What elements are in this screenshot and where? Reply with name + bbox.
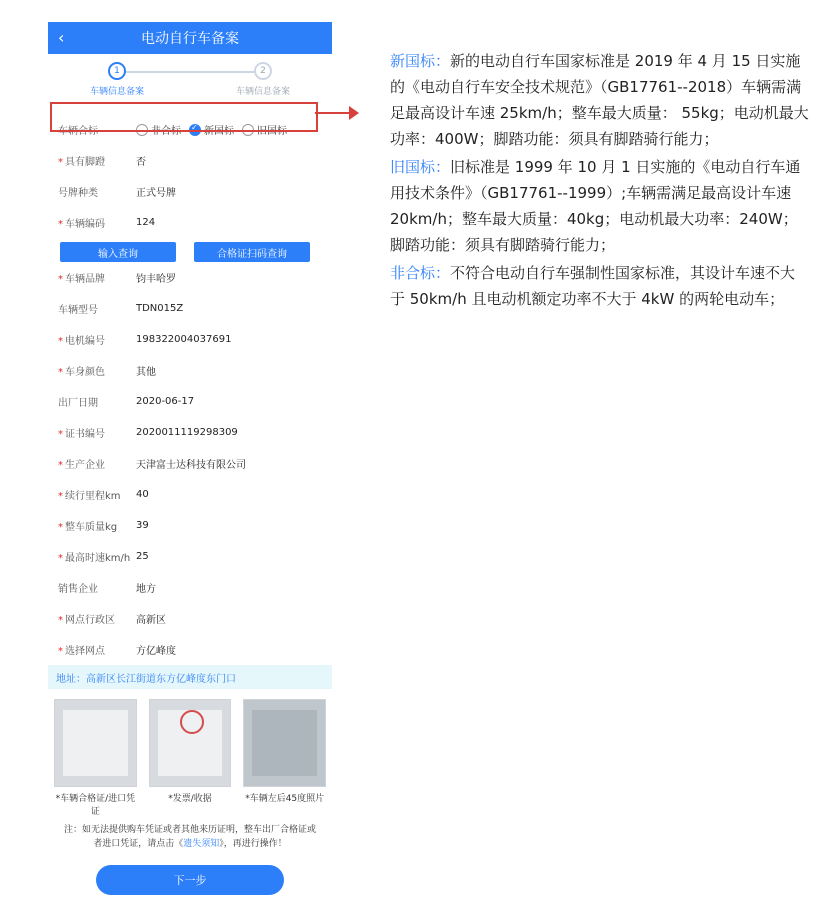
step-1 (72, 62, 162, 97)
radio-label: 旧国标 (257, 126, 287, 137)
old-standard-text: 旧标准是 1999 年 10 月 1 日实施的《电动自行车通用技术条件》（GB17761--1999）;车辆需满足最高设计车速 20km/h；整车最大质量：40kg；电动机最大功率：240W；脚踏功能：须具有脚踏骑行能力； (390, 158, 801, 254)
non-standard-tag: 非合标： (390, 264, 451, 282)
image-captions (48, 787, 332, 817)
radio-group-label: 车辆合标 (58, 126, 98, 137)
row-label: 出厂日期 (58, 398, 98, 409)
row-brand (48, 262, 332, 293)
row-label: 生产企业 (65, 460, 105, 471)
caption-invoice: *发票/收据 (168, 794, 212, 804)
image-uploads (48, 689, 332, 787)
required-mark: * (58, 367, 63, 378)
row-model (48, 293, 332, 324)
row-value[interactable]: 198322004037691 (136, 334, 232, 345)
old-standard-paragraph (390, 154, 810, 258)
row-motor-no (48, 324, 332, 355)
arrow-icon (315, 112, 355, 114)
certificate-image[interactable] (54, 699, 137, 787)
required-mark: * (58, 157, 63, 168)
row-label: 电机编号 (65, 336, 105, 347)
step-2-label: 车辆信息备案 (235, 87, 290, 97)
new-standard-paragraph (390, 48, 810, 152)
caption-vehicle-photo: *车辆左后45度照片 (245, 794, 325, 804)
required-mark: * (58, 336, 63, 347)
row-vehicle-code (48, 207, 332, 238)
stamp-icon (180, 710, 204, 734)
lost-notice-link[interactable]: 遗失须知 (183, 839, 220, 849)
row-max-speed (48, 541, 332, 572)
query-buttons (48, 238, 332, 262)
required-mark: * (58, 274, 63, 285)
required-mark: * (58, 553, 63, 564)
radio-label: 新国标 (204, 126, 234, 137)
row-value[interactable]: 高新区 (136, 615, 166, 626)
radio-highlight-box (50, 102, 318, 132)
caption-certificate: *车辆合格证/进口凭证 (55, 794, 136, 817)
row-color (48, 355, 332, 386)
required-mark: * (58, 615, 63, 626)
page-title: 电动自行车备案 (141, 31, 239, 47)
row-label: 整车质量kg (65, 522, 118, 533)
input-query-button[interactable]: 输入查询 (60, 242, 176, 262)
note-suffix: 》，再进行操作！ (219, 839, 287, 849)
row-certificate-no (48, 417, 332, 448)
non-standard-text: 不符合电动自行车强制性国家标准，其设计车速不大于 50km/h 且电动机额定功率不大于 4kW 的两轮电动车； (390, 264, 796, 308)
row-district (48, 603, 332, 634)
old-standard-tag: 旧国标： (390, 158, 451, 176)
row-value[interactable]: 地方 (136, 584, 156, 595)
row-value[interactable]: 40 (136, 489, 149, 500)
row-value[interactable]: 25 (136, 551, 149, 562)
new-standard-tag: 新国标： (390, 52, 451, 70)
required-mark: * (58, 429, 63, 440)
step-1-dot: 1 (108, 62, 126, 80)
row-value[interactable]: TDN015Z (136, 303, 184, 314)
note-text (48, 817, 332, 851)
row-label: 车身颜色 (65, 367, 105, 378)
row-value[interactable]: 2020-06-17 (136, 396, 195, 407)
row-value[interactable]: 其他 (136, 367, 156, 378)
row-value[interactable]: 方亿峰度 (136, 646, 176, 657)
row-dealer (48, 572, 332, 603)
row-label: 销售企业 (58, 584, 98, 595)
vehicle-photo-image[interactable] (243, 699, 326, 787)
row-value[interactable]: 39 (136, 520, 149, 531)
row-label: 续行里程km (65, 491, 121, 502)
row-manufacturer (48, 448, 332, 479)
back-icon[interactable]: ‹ (58, 28, 65, 47)
address-bar (48, 665, 332, 689)
required-mark: * (58, 460, 63, 471)
row-value[interactable]: 否 (136, 157, 146, 168)
row-weight (48, 510, 332, 541)
invoice-image[interactable] (149, 699, 232, 787)
row-label: 证书编号 (65, 429, 105, 440)
row-label: 最高时速km/h (65, 553, 131, 564)
cert-scan-button[interactable]: 合格证扫码查询 (194, 242, 310, 262)
row-production-date (48, 386, 332, 417)
row-label: 车辆品牌 (65, 274, 105, 285)
step-1-label: 车辆信息备案 (89, 87, 144, 97)
phone-screen (48, 22, 332, 892)
row-label: 选择网点 (65, 646, 105, 657)
address-label: 地址： (56, 673, 86, 685)
non-standard-paragraph (390, 260, 810, 312)
note-prefix: 注：如无法提供购车凭证或者其他来历证明，整车出厂合格证或者进口凭证，请点击《 (63, 825, 316, 849)
required-mark: * (58, 522, 63, 533)
row-value[interactable]: 正式号牌 (136, 188, 176, 199)
step-2-dot: 2 (254, 62, 272, 80)
required-mark: * (58, 491, 63, 502)
row-value[interactable]: 124 (136, 217, 156, 228)
required-mark: * (58, 646, 63, 657)
row-value[interactable]: 2020011119298309 (136, 427, 238, 438)
row-label: 网点行政区 (65, 615, 115, 626)
row-value[interactable]: 钧丰哈罗 (136, 274, 176, 285)
row-plate-type (48, 176, 332, 207)
row-outlet (48, 634, 332, 665)
row-label: 具有脚蹬 (65, 157, 105, 168)
standards-explanation (390, 48, 810, 312)
row-range (48, 479, 332, 510)
new-standard-text: 新的电动自行车国家标准是 2019 年 4 月 15 日实施的《电动自行车安全技术规范》（GB17761--2018）车辆需满足最高设计车速 25km/h；整车最大质量： 55kg；电动机最大功率：400W；脚踏功能：须具有脚踏骑行能力； (390, 52, 809, 148)
row-value[interactable]: 天津富士达科技有限公司 (136, 460, 246, 471)
row-label: 号牌种类 (58, 188, 98, 199)
required-mark: * (58, 219, 63, 230)
step-2 (218, 62, 308, 97)
radio-label: 非合标 (151, 126, 181, 137)
row-label: 车辆型号 (58, 305, 98, 316)
row-label: 车辆编码 (65, 219, 105, 230)
address-value: 高新区长江街道东方亿峰度东门口 (86, 673, 236, 685)
next-button[interactable]: 下一步 (96, 865, 284, 895)
row-pedals (48, 145, 332, 176)
top-bar (48, 22, 332, 54)
